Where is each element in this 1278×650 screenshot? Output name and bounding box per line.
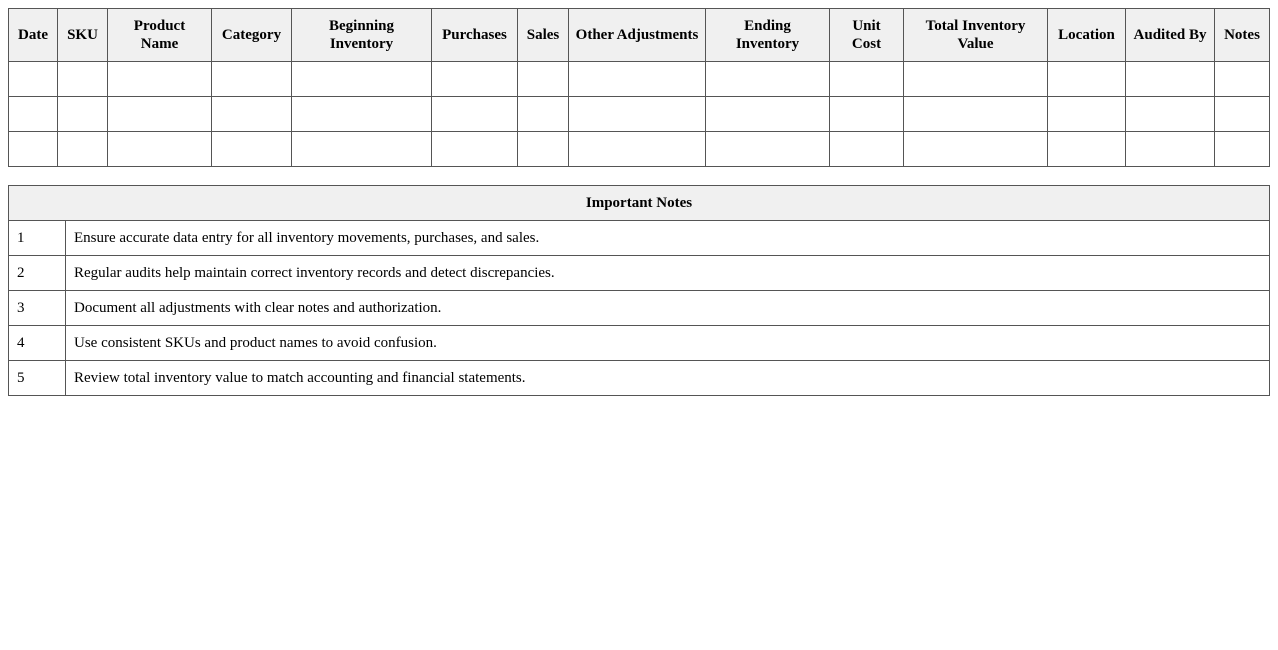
note-row [9, 291, 1270, 326]
table-cell[interactable] [1048, 62, 1126, 97]
table-cell[interactable] [1048, 97, 1126, 132]
header-notes: Notes [1215, 9, 1270, 62]
table-cell[interactable] [292, 97, 432, 132]
table-cell[interactable] [1215, 62, 1270, 97]
table-cell[interactable] [830, 97, 904, 132]
table-cell[interactable] [292, 132, 432, 167]
header-sales: Sales [518, 9, 569, 62]
header-date: Date [9, 9, 58, 62]
note-row [9, 256, 1270, 291]
table-cell[interactable] [432, 97, 518, 132]
inventory-header-row [9, 9, 1270, 62]
table-row [9, 132, 1270, 167]
notes-body [9, 221, 1270, 396]
header-location: Location [1048, 9, 1126, 62]
table-cell[interactable] [569, 132, 706, 167]
table-cell[interactable] [706, 97, 830, 132]
note-number: 5 [9, 361, 66, 396]
table-cell[interactable] [518, 62, 569, 97]
table-cell[interactable] [1215, 97, 1270, 132]
note-row [9, 221, 1270, 256]
table-row [9, 97, 1270, 132]
table-cell[interactable] [9, 97, 58, 132]
table-cell[interactable] [706, 132, 830, 167]
header-ending-inventory: Ending Inventory [706, 9, 830, 62]
inventory-body [9, 62, 1270, 167]
table-cell[interactable] [1048, 132, 1126, 167]
note-number: 1 [9, 221, 66, 256]
table-cell[interactable] [9, 62, 58, 97]
table-cell[interactable] [432, 132, 518, 167]
table-cell[interactable] [58, 97, 108, 132]
table-cell[interactable] [432, 62, 518, 97]
note-number: 4 [9, 326, 66, 361]
table-cell[interactable] [518, 132, 569, 167]
note-row [9, 326, 1270, 361]
table-cell[interactable] [904, 62, 1048, 97]
header-other-adjustments: Other Adjustments [569, 9, 706, 62]
table-cell[interactable] [706, 62, 830, 97]
inventory-table [8, 8, 1270, 167]
header-total-inventory-value: Total Inventory Value [904, 9, 1048, 62]
note-text: Document all adjustments with clear notes and authorization. [66, 291, 1270, 326]
table-cell[interactable] [212, 62, 292, 97]
table-cell[interactable] [830, 62, 904, 97]
table-cell[interactable] [830, 132, 904, 167]
notes-title: Important Notes [9, 186, 1270, 221]
table-row [9, 62, 1270, 97]
table-cell[interactable] [58, 62, 108, 97]
header-beginning-inventory: Beginning Inventory [292, 9, 432, 62]
notes-header-row [9, 186, 1270, 221]
table-cell[interactable] [1126, 97, 1215, 132]
table-cell[interactable] [904, 132, 1048, 167]
header-purchases: Purchases [432, 9, 518, 62]
header-audited-by: Audited By [1126, 9, 1215, 62]
table-cell[interactable] [108, 132, 212, 167]
table-cell[interactable] [108, 62, 212, 97]
note-row [9, 361, 1270, 396]
header-unit-cost: Unit Cost [830, 9, 904, 62]
table-cell[interactable] [569, 97, 706, 132]
table-cell[interactable] [518, 97, 569, 132]
header-product-name: Product Name [108, 9, 212, 62]
table-cell[interactable] [212, 97, 292, 132]
table-cell[interactable] [58, 132, 108, 167]
important-notes-table [8, 185, 1270, 396]
table-cell[interactable] [9, 132, 58, 167]
table-cell[interactable] [212, 132, 292, 167]
note-text: Use consistent SKUs and product names to avoid confusion. [66, 326, 1270, 361]
table-cell[interactable] [108, 97, 212, 132]
header-sku: SKU [58, 9, 108, 62]
note-text: Regular audits help maintain correct inventory records and detect discrepancies. [66, 256, 1270, 291]
table-cell[interactable] [904, 97, 1048, 132]
table-cell[interactable] [569, 62, 706, 97]
table-cell[interactable] [1126, 62, 1215, 97]
table-cell[interactable] [292, 62, 432, 97]
header-category: Category [212, 9, 292, 62]
note-text: Review total inventory value to match accounting and financial statements. [66, 361, 1270, 396]
note-text: Ensure accurate data entry for all inventory movements, purchases, and sales. [66, 221, 1270, 256]
table-cell[interactable] [1126, 132, 1215, 167]
note-number: 2 [9, 256, 66, 291]
note-number: 3 [9, 291, 66, 326]
table-cell[interactable] [1215, 132, 1270, 167]
